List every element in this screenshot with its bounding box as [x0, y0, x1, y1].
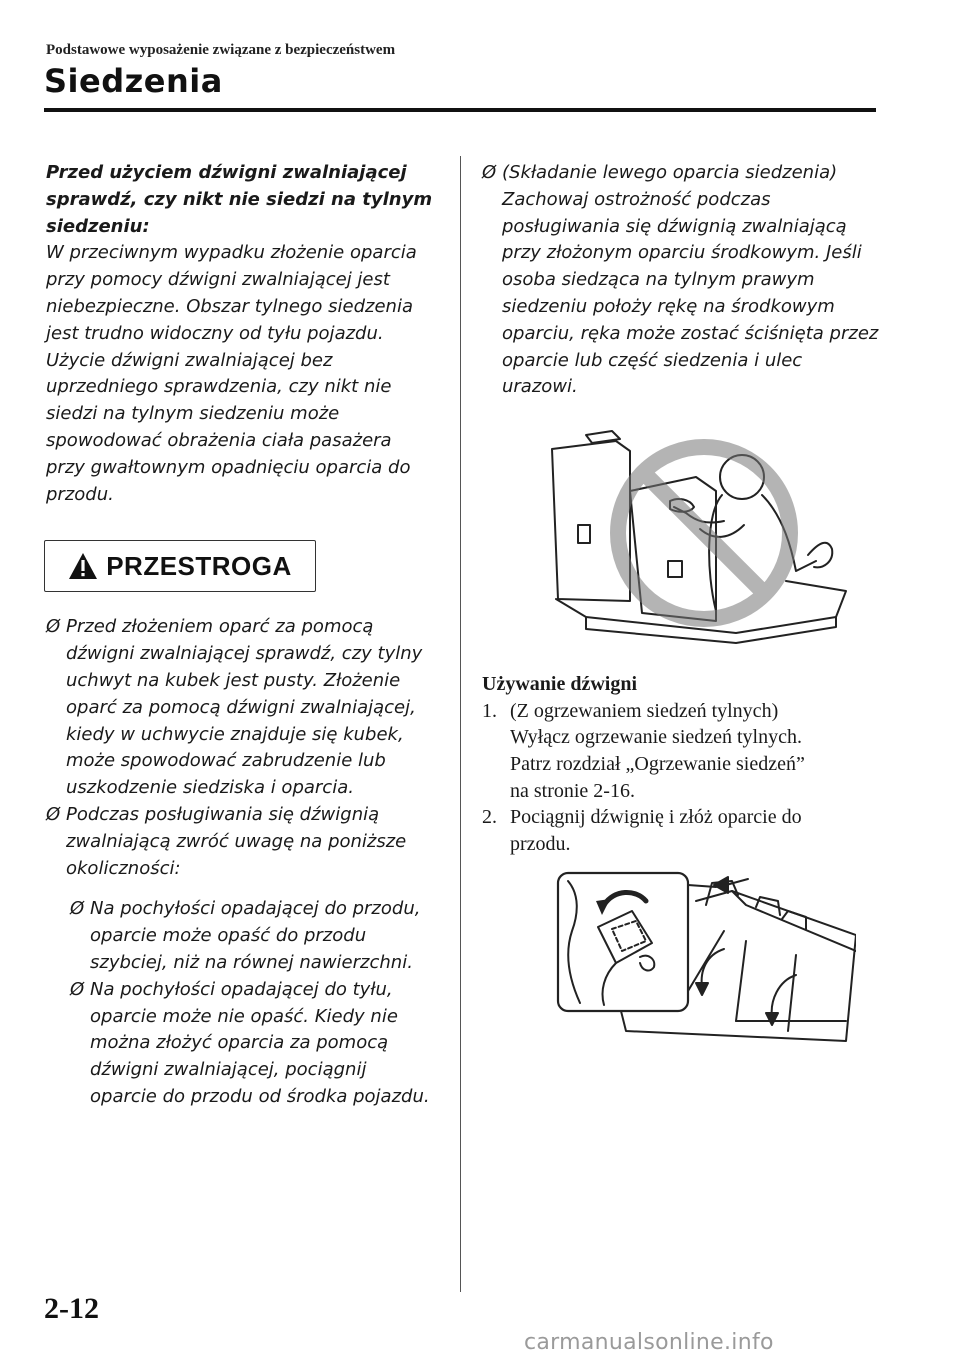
lever-inset — [558, 873, 688, 1011]
step-item: 2. Pociągnij dźwignię i złóż oparcie do przodu. — [482, 806, 802, 855]
caution-bullet: Ø Podczas posługiwania się dźwignią zwalniającą zwróć uwagę na poniższe okoliczności: — [46, 803, 407, 879]
column-divider — [460, 156, 461, 1292]
bullet-arrow-icon: Ø — [70, 978, 85, 1000]
bullet-arrow-icon: Ø — [46, 803, 61, 825]
bullet-arrow-icon: Ø — [70, 898, 85, 920]
page-number: 2-12 — [44, 1292, 99, 1325]
caution-sub-bullet: Ø Na pochyłości opadającej do tyłu, oparcie może nie opaść. Kiedy nie można złożyć oparcia za pomocą dźwigni zwalniającej, pociągnij oparcie do przodu od środka pojazdu. — [70, 978, 430, 1107]
section-header: Podstawowe wyposażenie związane z bezpieczeństwem — [46, 42, 396, 58]
caution-box — [44, 540, 316, 592]
left-column — [46, 160, 434, 1111]
caution-label: PRZESTROGA — [106, 550, 292, 581]
right-column — [482, 160, 902, 1061]
warning-body: W przeciwnym wypadku złożenie oparcia przy pomocy dźwigni zwalniającej jest niebezpieczne. Obszar tylnego siedzenia jest trudno widoczny od tyłu pojazdu. Użycie dźwigni zwalniającej bez uprzedniego sprawdzenia, czy nikt nie siedzi na tylnym siedzeniu może spowodować obrażenia ciała pasażera przy gwałtownym opadnięciu oparcia do przodu. — [46, 242, 417, 505]
page-title: Siedzenia — [44, 62, 223, 100]
caution-bullet: Ø Przed złożeniem oparć za pomocą dźwigni zwalniającej sprawdź, czy tylny uchwyt na kubek jest pusty. Złożenie oparć za pomocą dźwigni zwalniającej, kiedy w uchwycie znajduje się kubek, może spowodować zabrudzenie lub uszkodzenie siedziska i oparcia. — [46, 616, 423, 799]
caution-bullet: Ø (Składanie lewego oparcia siedzenia) Zachowaj ostrożność podczas posługiwania się dźwignią zwalniającą przy złożonym oparciu środkowym. Jeśli osoba siedząca na tylnym prawym siedzeniu położy rękę na środkowym oparciu, ręka może zostać ściśnięta przez oparcie lub część siedzenia i ulec urazowi. — [482, 162, 879, 398]
bullet-arrow-icon: Ø — [482, 162, 497, 183]
warning-heading: Przed użyciem dźwigni zwalniającej sprawdź, czy nikt nie siedzi na tylnym siedzeniu: — [46, 162, 433, 237]
fold-backrest-illustration — [556, 871, 856, 1061]
prohibited-hand-illustration — [546, 421, 866, 651]
watermark: carmanualsonline.info — [524, 1330, 774, 1355]
prohibition-sign-icon — [618, 447, 790, 619]
step-item: 1. (Z ogrzewaniem siedzeń tylnych) Wyłącz ogrzewanie siedzeń tylnych. Patrz rozdział „Ogrzewanie siedzeń” na stronie 2-16. — [482, 699, 805, 802]
warning-triangle-icon — [68, 552, 98, 580]
header-rule — [44, 108, 876, 112]
bullet-arrow-icon: Ø — [46, 616, 61, 638]
usage-heading: Używanie dźwigni — [482, 673, 637, 696]
caution-sub-bullet: Ø Na pochyłości opadającej do przodu, oparcie może opaść do przodu szybciej, niż na równej nawierzchni. — [70, 898, 421, 973]
